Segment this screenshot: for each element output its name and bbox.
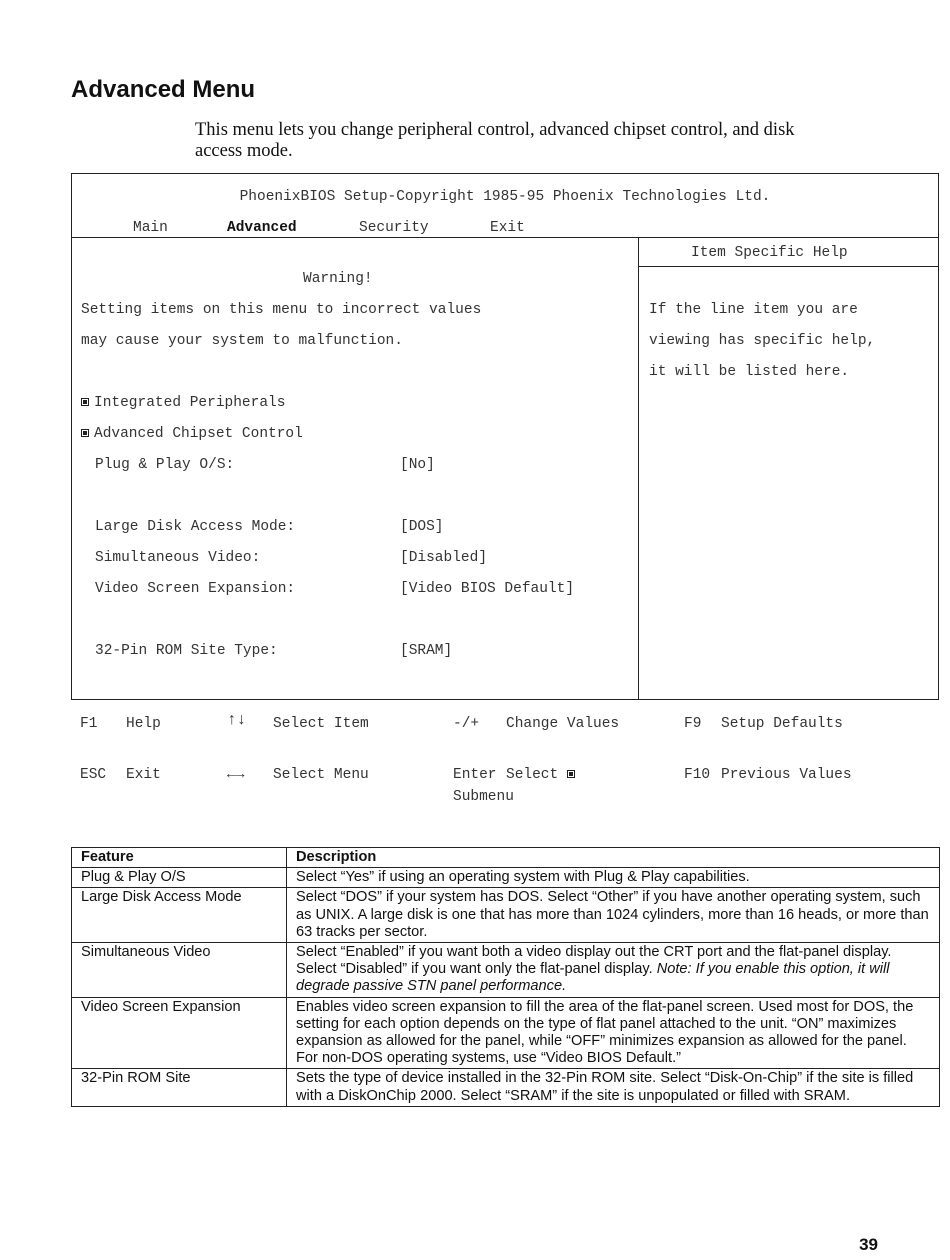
- menu-tab-exit[interactable]: Exit: [490, 220, 525, 236]
- description-note: Note: If you enable this option, it will degrade passive STN panel performance.: [296, 961, 890, 995]
- table-row: [72, 888, 940, 943]
- key-enter-action: [506, 767, 580, 783]
- key-enter-action-text: Select: [506, 767, 559, 783]
- warning-line-2: may cause your system to malfunction.: [81, 333, 403, 349]
- submenu-advanced-chipset-control[interactable]: [81, 426, 303, 442]
- key-plus-minus-action: Change Values: [506, 716, 620, 732]
- key-arrows-action: Select Item: [273, 716, 369, 732]
- menu-tab-main[interactable]: Main: [133, 220, 168, 236]
- intro-paragraph: This menu lets you change peripheral control, advanced chipset control, and disk access mode.: [195, 120, 795, 161]
- column-header-feature: Feature: [72, 848, 287, 868]
- setting-label-rom-site-type: 32-Pin ROM Site Type:: [95, 643, 278, 659]
- submenu-label: Integrated Peripherals: [94, 395, 286, 411]
- feature-cell: Simultaneous Video: [72, 943, 287, 998]
- menubar-divider: [72, 237, 938, 238]
- setting-value-large-disk[interactable]: [DOS]: [400, 519, 444, 535]
- table-row: [72, 943, 940, 998]
- table-row: [72, 997, 940, 1069]
- setting-label-large-disk: Large Disk Access Mode:: [95, 519, 296, 535]
- column-header-description: Description: [287, 848, 940, 868]
- key-enter-action-line2: Submenu: [453, 789, 514, 805]
- page-number: 39: [859, 1235, 878, 1254]
- setting-value-plug-and-play[interactable]: [No]: [400, 457, 435, 473]
- description-cell: [287, 943, 940, 998]
- key-left-right-action: Select Menu: [273, 767, 369, 783]
- table-row: [72, 868, 940, 888]
- submenu-arrow-icon: [567, 770, 575, 778]
- feature-table: [71, 847, 940, 1107]
- feature-cell: Plug & Play O/S: [72, 868, 287, 888]
- help-title-divider: [638, 266, 938, 267]
- left-right-arrows-icon: ←→: [227, 767, 245, 783]
- key-plus-minus: -/+: [453, 716, 480, 732]
- help-line-1: If the line item you are: [649, 302, 858, 318]
- key-f1: F1: [80, 716, 98, 732]
- description-cell: Select “DOS” if your system has DOS. Select “Other” if you have another operating system, such as UNIX. A large disk is one that has more than 1024 cylinders, more than 16 heads, or more than 63 tracks per sector.: [287, 888, 940, 943]
- submenu-arrow-icon: [81, 429, 89, 437]
- key-f9: F9: [684, 716, 702, 732]
- setting-label-plug-and-play: Plug & Play O/S:: [95, 457, 235, 473]
- submenu-integrated-peripherals[interactable]: [81, 395, 285, 411]
- up-down-arrows-icon: ↑↓: [227, 711, 247, 729]
- page-heading: Advanced Menu: [71, 76, 256, 103]
- key-enter: Enter: [453, 767, 497, 783]
- setting-value-video-screen-expansion[interactable]: [Video BIOS Default]: [400, 581, 575, 597]
- setting-label-video-screen-expansion: Video Screen Expansion:: [95, 581, 296, 597]
- bios-setup-screen: [71, 173, 939, 700]
- help-line-2: viewing has specific help,: [649, 333, 876, 349]
- key-esc: ESC: [80, 767, 107, 783]
- submenu-label: Advanced Chipset Control: [94, 426, 303, 442]
- menu-tab-security[interactable]: Security: [359, 220, 429, 236]
- setting-value-simultaneous-video[interactable]: [Disabled]: [400, 550, 488, 566]
- description-text: Select “Enabled” if you want both a video display out the CRT port and the flat-panel display. Select “Disabled” if you want only the flat-panel display.: [296, 944, 892, 978]
- setting-label-simultaneous-video: Simultaneous Video:: [95, 550, 261, 566]
- table-header-row: [72, 848, 940, 868]
- setting-value-rom-site-type[interactable]: [SRAM]: [400, 643, 453, 659]
- feature-cell: Large Disk Access Mode: [72, 888, 287, 943]
- description-cell: Enables video screen expansion to fill the area of the flat-panel screen. Used most for DOS, the setting for each option depends on the type of flat panel attached to the unit. “ON” maximizes expansion as allowed for the panel, while “OFF” minimizes expansion as allowed for the panel. For non-DOS operating systems, use “Video BIOS Default.”: [287, 997, 940, 1069]
- warning-title: Warning!: [303, 271, 373, 287]
- key-f10: F10: [684, 767, 711, 783]
- table-row: [72, 1069, 940, 1106]
- help-line-3: it will be listed here.: [649, 364, 850, 380]
- bios-copyright: PhoenixBIOS Setup-Copyright 1985-95 Phoenix Technologies Ltd.: [239, 189, 771, 205]
- description-cell: Select “Yes” if using an operating system with Plug & Play capabilities.: [287, 868, 940, 888]
- help-panel-title: Item Specific Help: [691, 245, 848, 261]
- submenu-arrow-icon: [81, 398, 89, 406]
- feature-cell: 32-Pin ROM Site: [72, 1069, 287, 1106]
- key-f1-action: Help: [126, 716, 161, 732]
- help-panel-divider: [638, 237, 639, 699]
- menu-tab-advanced[interactable]: Advanced: [227, 220, 297, 236]
- warning-line-1: Setting items on this menu to incorrect values: [81, 302, 482, 318]
- feature-cell: Video Screen Expansion: [72, 997, 287, 1069]
- key-f10-action: Previous Values: [721, 767, 852, 783]
- key-esc-action: Exit: [126, 767, 161, 783]
- description-cell: Sets the type of device installed in the 32-Pin ROM site. Select “Disk-On-Chip” if the site is filled with a DiskOnChip 2000. Select “SRAM” if the site is unpopulated or filled with SRAM.: [287, 1069, 940, 1106]
- key-f9-action: Setup Defaults: [721, 716, 843, 732]
